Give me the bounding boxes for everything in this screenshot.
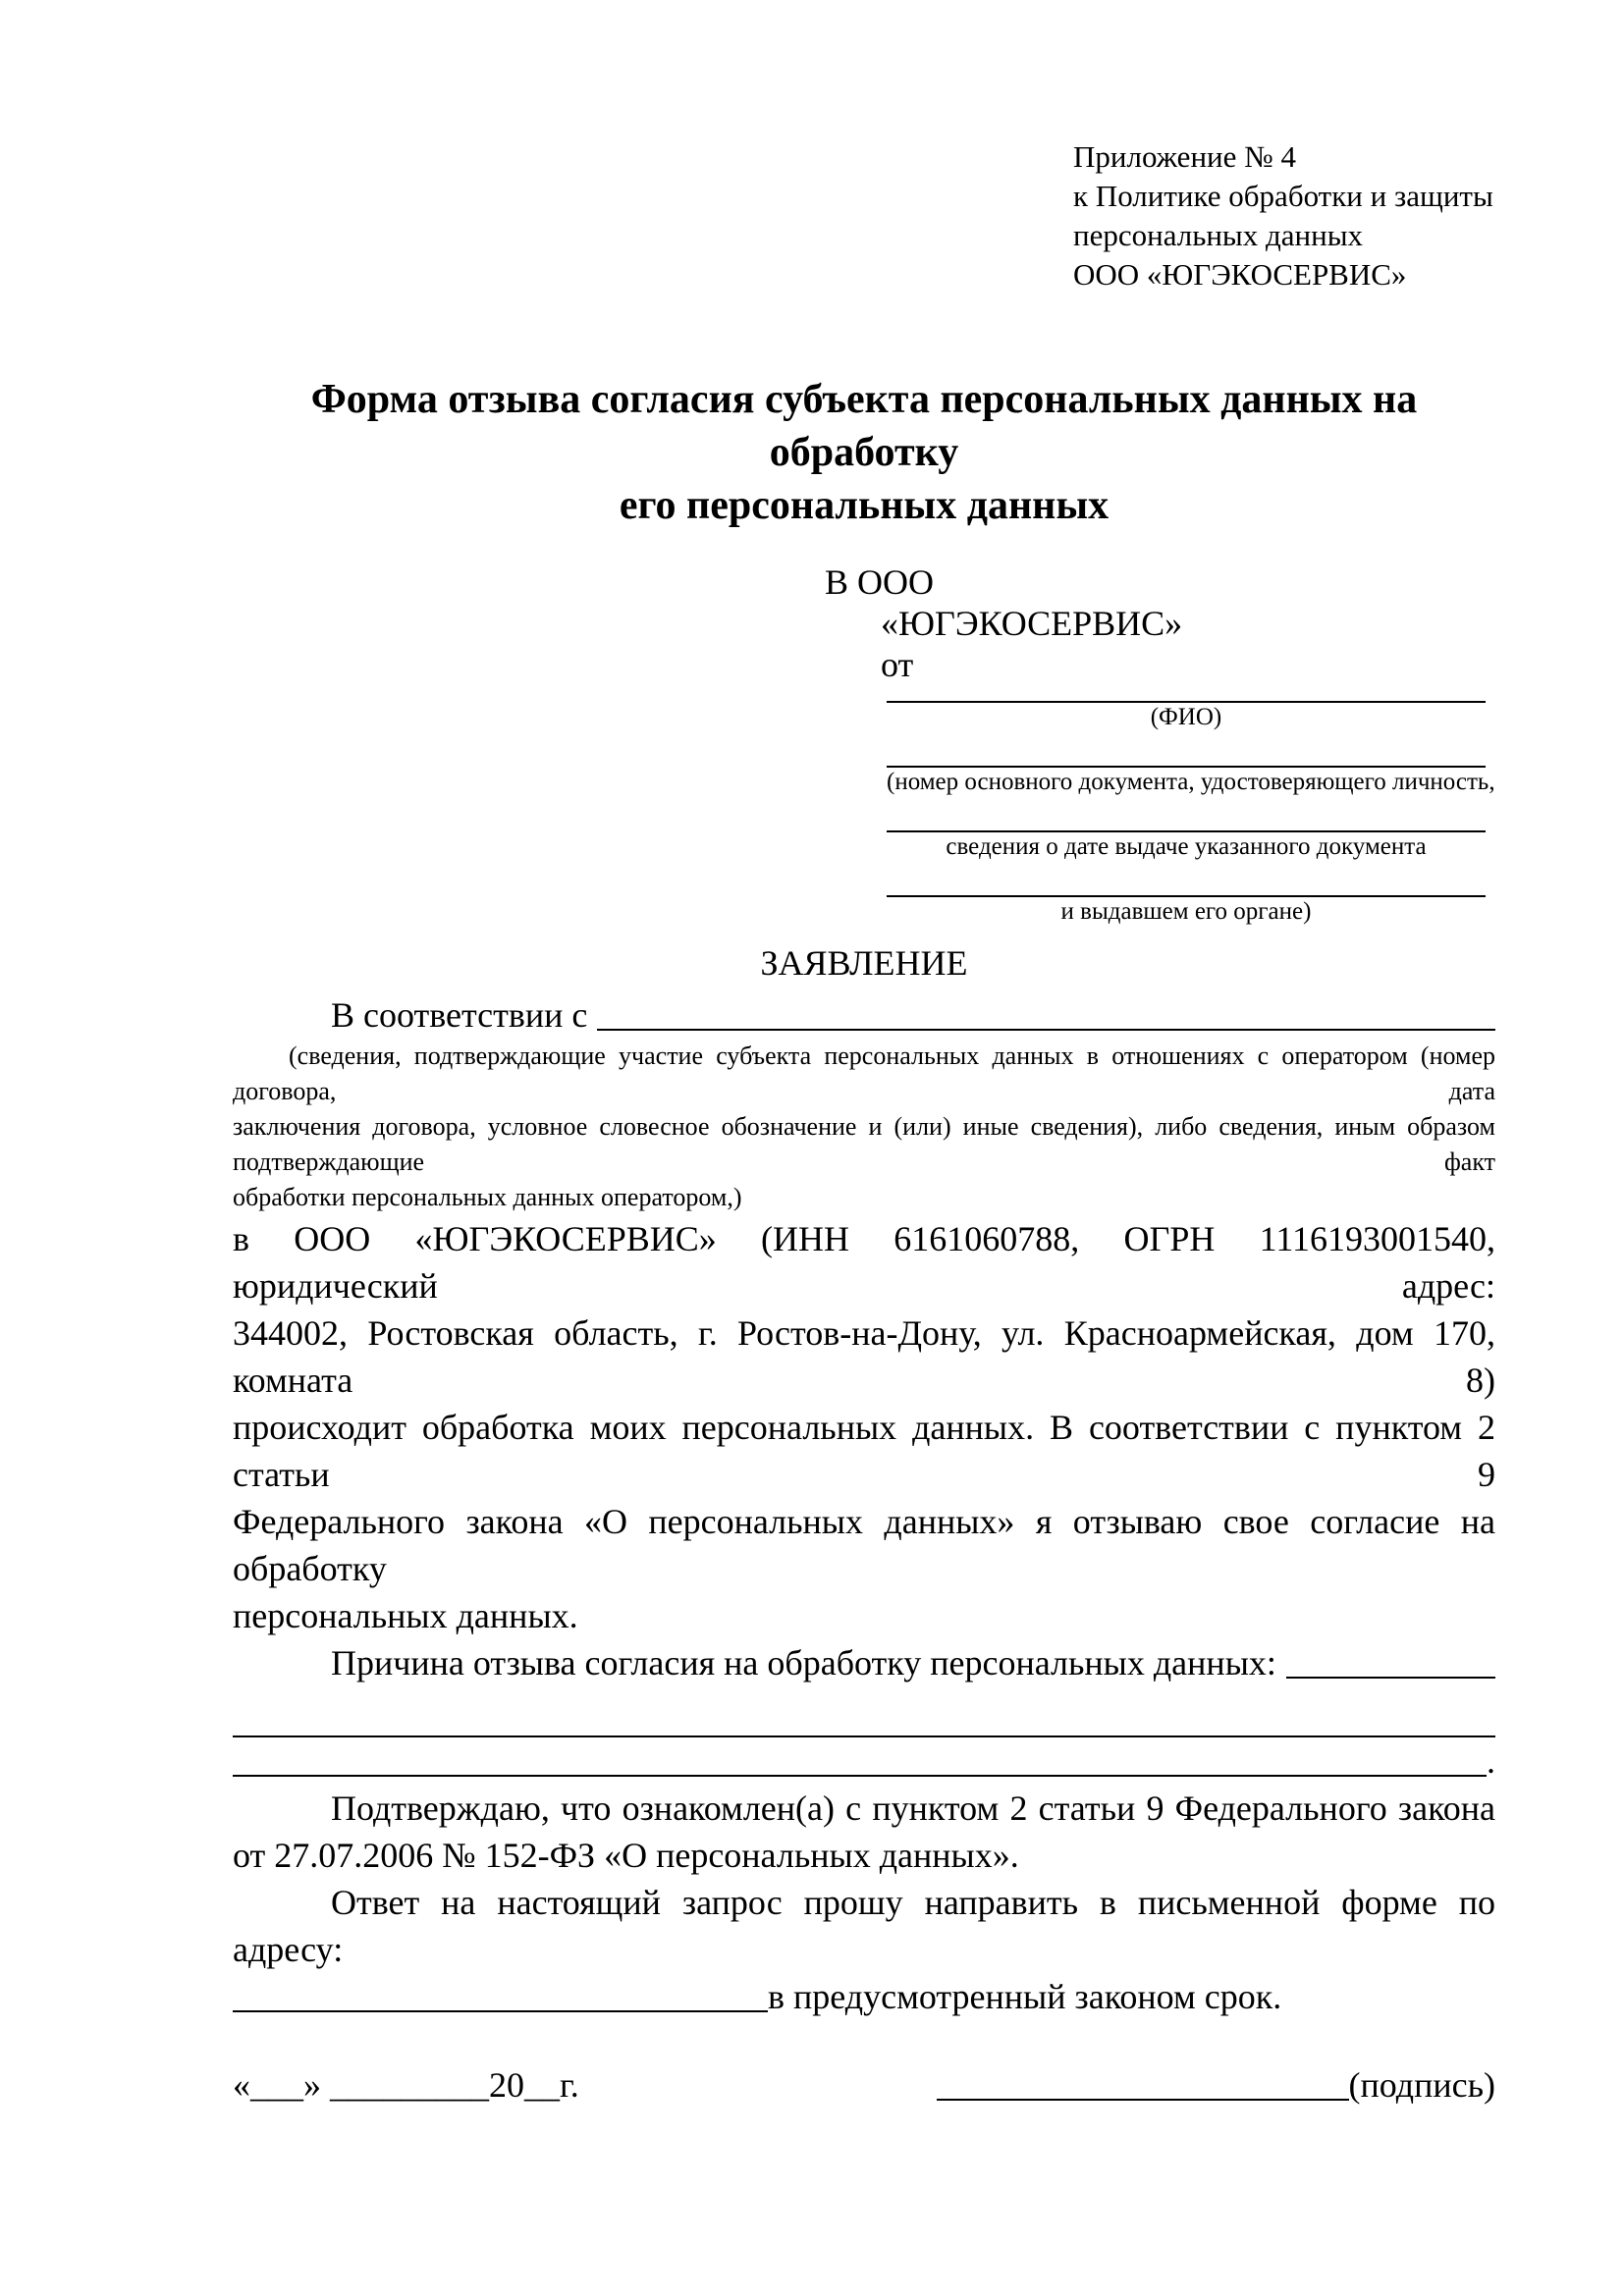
footnote-line-2: заключения договора, условное словесное обозначение и (или) иные сведения), либо сведения, иным образом подтверждающие факт: [233, 1112, 1495, 1176]
issuing-authority-caption: и выдавшем его органе): [1060, 898, 1312, 925]
date-blank-label[interactable]: «___» _________20__г.: [233, 2065, 579, 2105]
document-title: [233, 373, 1495, 532]
reason-prefix: Причина отзыва согласия на обработку персональных данных:: [331, 1643, 1276, 1682]
reply-line-1: Ответ на настоящий запрос прошу направить в письменной форме по адресу:: [233, 1883, 1495, 1969]
document-number-caption: (номер основного документа, удостоверяющего личность,: [887, 769, 1495, 795]
reply-line-2-suffix: в предусмотренный законом срок.: [768, 1977, 1282, 2016]
reply-line-2-row: [233, 1973, 1495, 2020]
recipient-block: [825, 561, 1495, 927]
statement-intro-prefix: В соответствии с: [331, 995, 588, 1035]
signature-caption: (подпись): [1348, 2065, 1495, 2105]
footnote-line-3: обработки персональных данных оператором,): [233, 1183, 742, 1211]
annex-header-line-3: персональных данных: [1073, 218, 1364, 252]
issuing-authority-blank-field[interactable]: [887, 862, 1486, 897]
document-number-blank-field[interactable]: [887, 732, 1486, 768]
fio-blank-field[interactable]: [887, 685, 1486, 703]
signature-blank-field[interactable]: [937, 2099, 1349, 2101]
confirm-line-2: от 27.07.2006 № 152-ФЗ «О персональных данных».: [233, 1836, 1019, 1875]
reason-blank-line-2[interactable]: [233, 1775, 1487, 1777]
recipient-from-label: от: [881, 645, 914, 684]
recipient-org-line-2: «ЮГЭКОСЕРВИС»: [881, 604, 1183, 643]
body-line-1: в ООО «ЮГЭКОСЕРВИС» (ИНН 6161060788, ОГРН 1116193001540, юридический адрес:: [233, 1219, 1495, 1306]
document-title-line-2: его персональных данных: [619, 483, 1110, 528]
issue-date-caption: сведения о дате выдаче указанного документа: [946, 833, 1427, 860]
document-title-line-1: Форма отзыва согласия субъекта персональных данных на обработку: [310, 377, 1418, 475]
annex-header-line-2: к Политике обработки и защиты: [1073, 179, 1493, 213]
issue-date-blank-field[interactable]: [887, 797, 1486, 832]
basis-blank-field[interactable]: [597, 1029, 1495, 1031]
date-signature-row: [233, 2061, 1495, 2109]
body-line-4: Федерального закона «О персональных данных» я отзываю свое согласие на обработку: [233, 1502, 1495, 1588]
reason-blank-field[interactable]: [1286, 1677, 1495, 1679]
annex-header: [1073, 137, 1495, 294]
annex-header-line-4: ООО «ЮГЭКОСЕРВИС»: [1073, 257, 1407, 292]
reason-line-period: .: [1487, 1741, 1495, 1781]
body-line-2: 344002, Ростовская область, г. Ростов-на-Дону, ул. Красноармейская, дом 170, комната 8): [233, 1313, 1495, 1400]
fio-caption: (ФИО): [1150, 704, 1222, 730]
reply-address-blank-field[interactable]: [233, 2010, 768, 2012]
statement-heading: ЗАЯВЛЕНИЕ: [760, 943, 968, 983]
body-line-5: персональных данных.: [233, 1596, 578, 1635]
reason-blank-line-2-row: [233, 1737, 1495, 1785]
recipient-org-line-1: В ООО: [825, 562, 935, 602]
footnote-line-1: (сведения, подтверждающие участие субъекта персональных данных в отношениях с оператором (номер договора, дата: [233, 1041, 1495, 1105]
annex-header-line-1: Приложение № 4: [1073, 139, 1296, 174]
reason-blank-line-1-rule: [233, 1698, 1495, 1737]
reason-row: [233, 1639, 1495, 1686]
signature-group: [937, 2061, 1495, 2109]
reason-blank-line-1[interactable]: [233, 1698, 1495, 1737]
body-line-3: происходит обработка моих персональных данных. В соответствии с пунктом 2 статьи 9: [233, 1408, 1495, 1494]
statement-intro-row: [233, 991, 1495, 1039]
confirm-line-1: Подтверждаю, что ознакомлен(а) с пунктом 2 статьи 9 Федерального закона: [331, 1789, 1495, 1828]
